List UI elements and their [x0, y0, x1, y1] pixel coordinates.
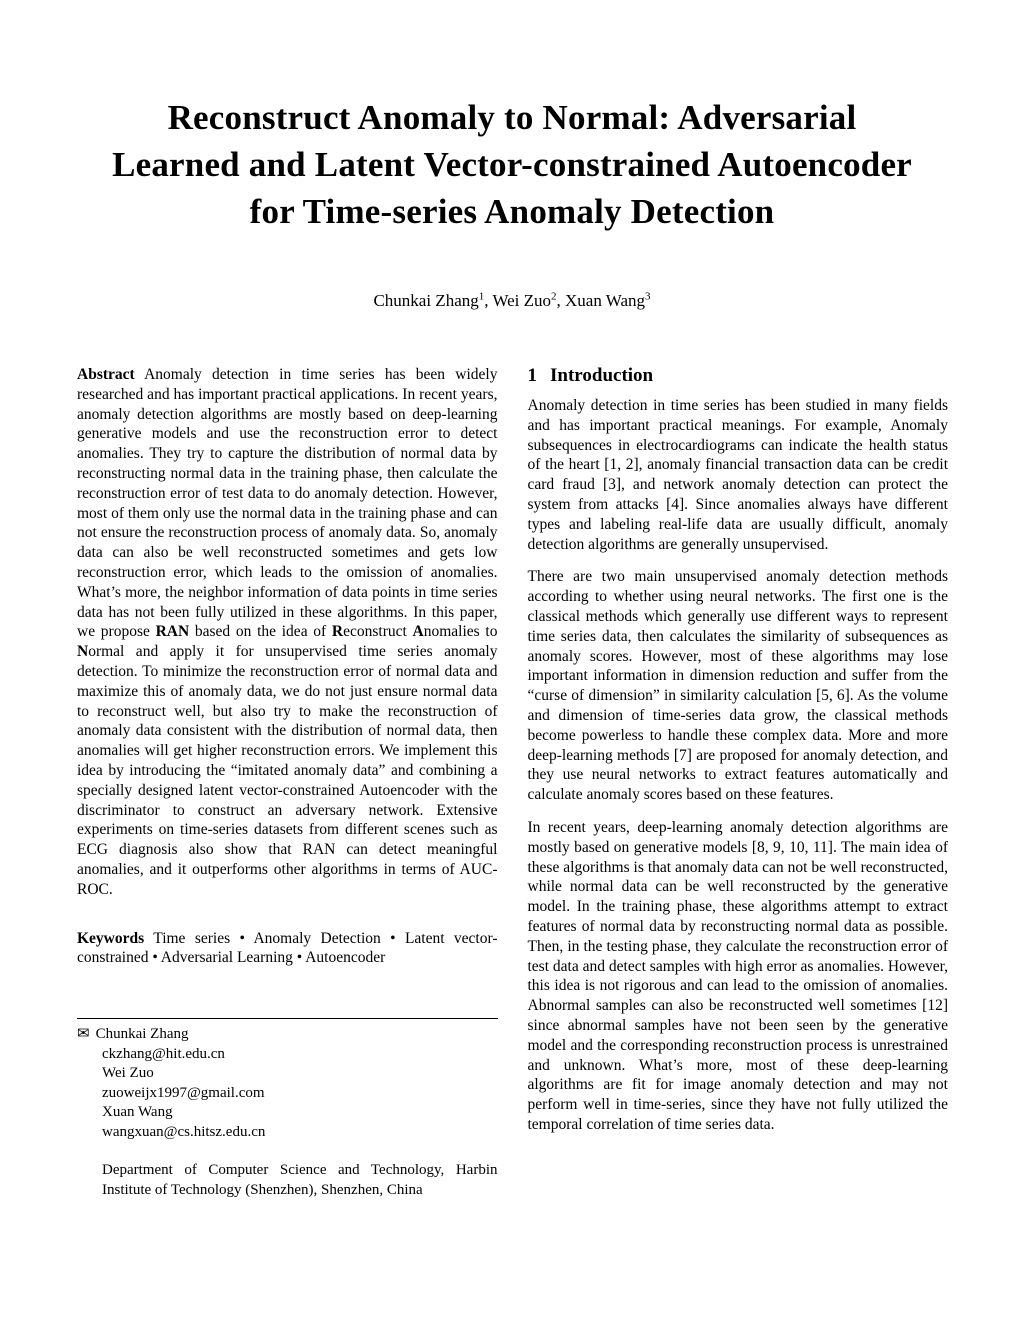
keywords-paragraph: [77, 929, 498, 969]
paper-title-line-2: Learned and Latent Vector-constrained Autoencoder: [112, 145, 912, 184]
corresponding-author-name: Chunkai Zhang: [95, 1026, 189, 1043]
two-column-body: [0, 365, 1024, 1200]
section-number: 1: [527, 365, 537, 386]
abstract-paragraph: Abstract Anomaly detection in time series has been widely researched and has important practical applications. In recent years, anomaly detection algorithms are mostly based on deep-learning generative models and use the reconstruction error to detect anomalies. They try to capture the distribution of normal data by reconstructing normal data in the training phase, then calculate the reconstruction error of test data to do anomaly detection. However, most of them only use the normal data in the training phase and can not ensure the reconstruction process of anomaly data. So, anomaly data can also be well reconstructed sometimes and gets low reconstruction error, which leads to the omission of anomalies. What’s more, the neighbor information of data points in time series data has not been fully utilized in these algorithms. In this paper, we propose RAN based on the idea of Reconstruct Anomalies to Normal and apply it for unsupervised time series anomaly detection. To minimize the reconstruction error of normal data and maximize this of anomaly data, we do not just ensure normal data to reconstruct well, but also try to make the reconstruction of anomaly data consistent with the distribution of normal data, then anomalies will get higher reconstruction errors. We implement this idea by introducing the “imitated anomaly data” and combining a specially designed latent vector-constrained Autoencoder with the discriminator to construct an adversary network. Extensive experiments on time-series datasets from different scenes such as ECG diagnosis also show that RAN can detect meaningful anomalies, and it outperforms other algorithms in terms of AUC-ROC.: [77, 366, 498, 898]
affiliation-text: Department of Computer Science and Technology, Harbin Institute of Technology (Shenzhen), Shenzhen, China: [102, 1162, 498, 1198]
intro-paragraph-1: Anomaly detection in time series has been studied in many fields and has important practical meanings. For example, Anomaly subsequences in electrocardiograms can indicate the health status of the heart [1, 2], anomaly financial transaction data can be credit card fraud [3], and network anomaly detection can protect the system from attacks [4]. Since anomalies always have different types and labeling real-life data are usually difficult, anomaly detection algorithms are generally unsupervised.: [527, 397, 948, 553]
paper-title-line-1: Reconstruct Anomaly to Normal: Adversarial: [167, 98, 857, 137]
author-name: Xuan Wang: [102, 1104, 173, 1121]
author-name: Chunkai Zhang: [373, 291, 479, 310]
author-email: wangxuan@cs.hitsz.edu.cn: [102, 1123, 266, 1140]
paper-title-line-3: for Time-series Anomaly Detection: [249, 192, 775, 231]
section-heading-introduction: [528, 365, 949, 387]
author-email: zuoweijx1997@gmail.com: [102, 1084, 265, 1101]
author-affiliation-superscript: 1: [478, 290, 485, 303]
authors-line: [0, 291, 1024, 311]
intro-paragraph-3: In recent years, deep-learning anomaly detection algorithms are mostly based on generative models [8, 9, 10, 11]. The main idea of these algorithms is that anomaly data can not be well reconstructed, while normal data can be well reconstructed by the generative model. In the training phase, these algorithms attempt to extract features of normal data by reconstructing normal data as possible. Then, in the testing phase, they calculate the reconstruction error of test data and detect samples with high error as anomalies. However, this idea is not rigorous and can lead to the omission of anomalies. Abnormal samples can also be reconstructed well sometimes [12] since abnormal samples have not been seen by the generative model and the corresponding reconstruction process is unrestrained and unknown. What’s more, most of these deep-learning algorithms are fit for image anomaly detection and may not perform well in time-series, since they have not fully utilized the temporal correlation of time series data.: [527, 818, 948, 1133]
author-name: , Xuan Wang: [556, 291, 646, 310]
intro-paragraph-2: There are two main unsupervised anomaly detection methods according to whether using neural networks. The first one is the classical methods which generally use different ways to represent time series data, then calculates the similarity of subsequences as anomaly scores. However, most of these algorithms may lose important information in dimension reduction and suffer from the “curse of dimension” in similarity calculation [5, 6]. As the volume and dimension of time-series data grow, the classical methods become powerless to handle these complex data. More and more deep-learning methods [7] are proposed for anomaly detection, and they use neural networks to extract features automatically and calculate anomaly scores based on these features.: [527, 568, 948, 804]
envelope-icon: ✉: [77, 1026, 90, 1043]
left-column: [77, 365, 498, 1200]
keywords-text: Time series • Anomaly Detection • Latent vector-constrained • Adversarial Learning • Autoencoder: [77, 929, 498, 967]
keywords-label: Keywords: [77, 929, 145, 947]
correspondence-block: [77, 1025, 498, 1200]
paper-title: [0, 94, 1024, 235]
author-name: Wei Zuo: [102, 1065, 154, 1082]
abstract-label: Abstract: [77, 366, 135, 383]
corresponding-author-line: [77, 1025, 498, 1045]
section-title: Introduction: [550, 365, 654, 386]
abstract-text: Anomaly detection in time series has been widely researched and has important practical applications. In recent years, anomaly detection algorithms are mostly based on deep-learning generative models and use the reconstruction error to detect anomalies. They try to capture the distribution of normal data by reconstructing normal data in the training phase, then calculate the reconstruction error of test data to do anomaly detection. However, most of them only use the normal data in the training phase and can not ensure the reconstruction process of anomaly data. So, anomaly data can also be well reconstructed sometimes and gets low reconstruction error, which leads to the omission of anomalies. What’s more, the neighbor information of data points in time series data has not been fully utilized in these algorithms. In this paper, we propose: [77, 366, 498, 641]
right-column: [528, 365, 949, 1200]
author-email: ckzhang@hit.edu.cn: [102, 1045, 225, 1062]
footnote-divider: [77, 1018, 498, 1019]
author-affiliation-superscript: 2: [551, 290, 557, 303]
author-affiliation-superscript: 3: [645, 290, 651, 303]
author-name: , Wei Zuo: [484, 291, 552, 310]
abstract-ran-acronym: RAN: [155, 623, 190, 641]
